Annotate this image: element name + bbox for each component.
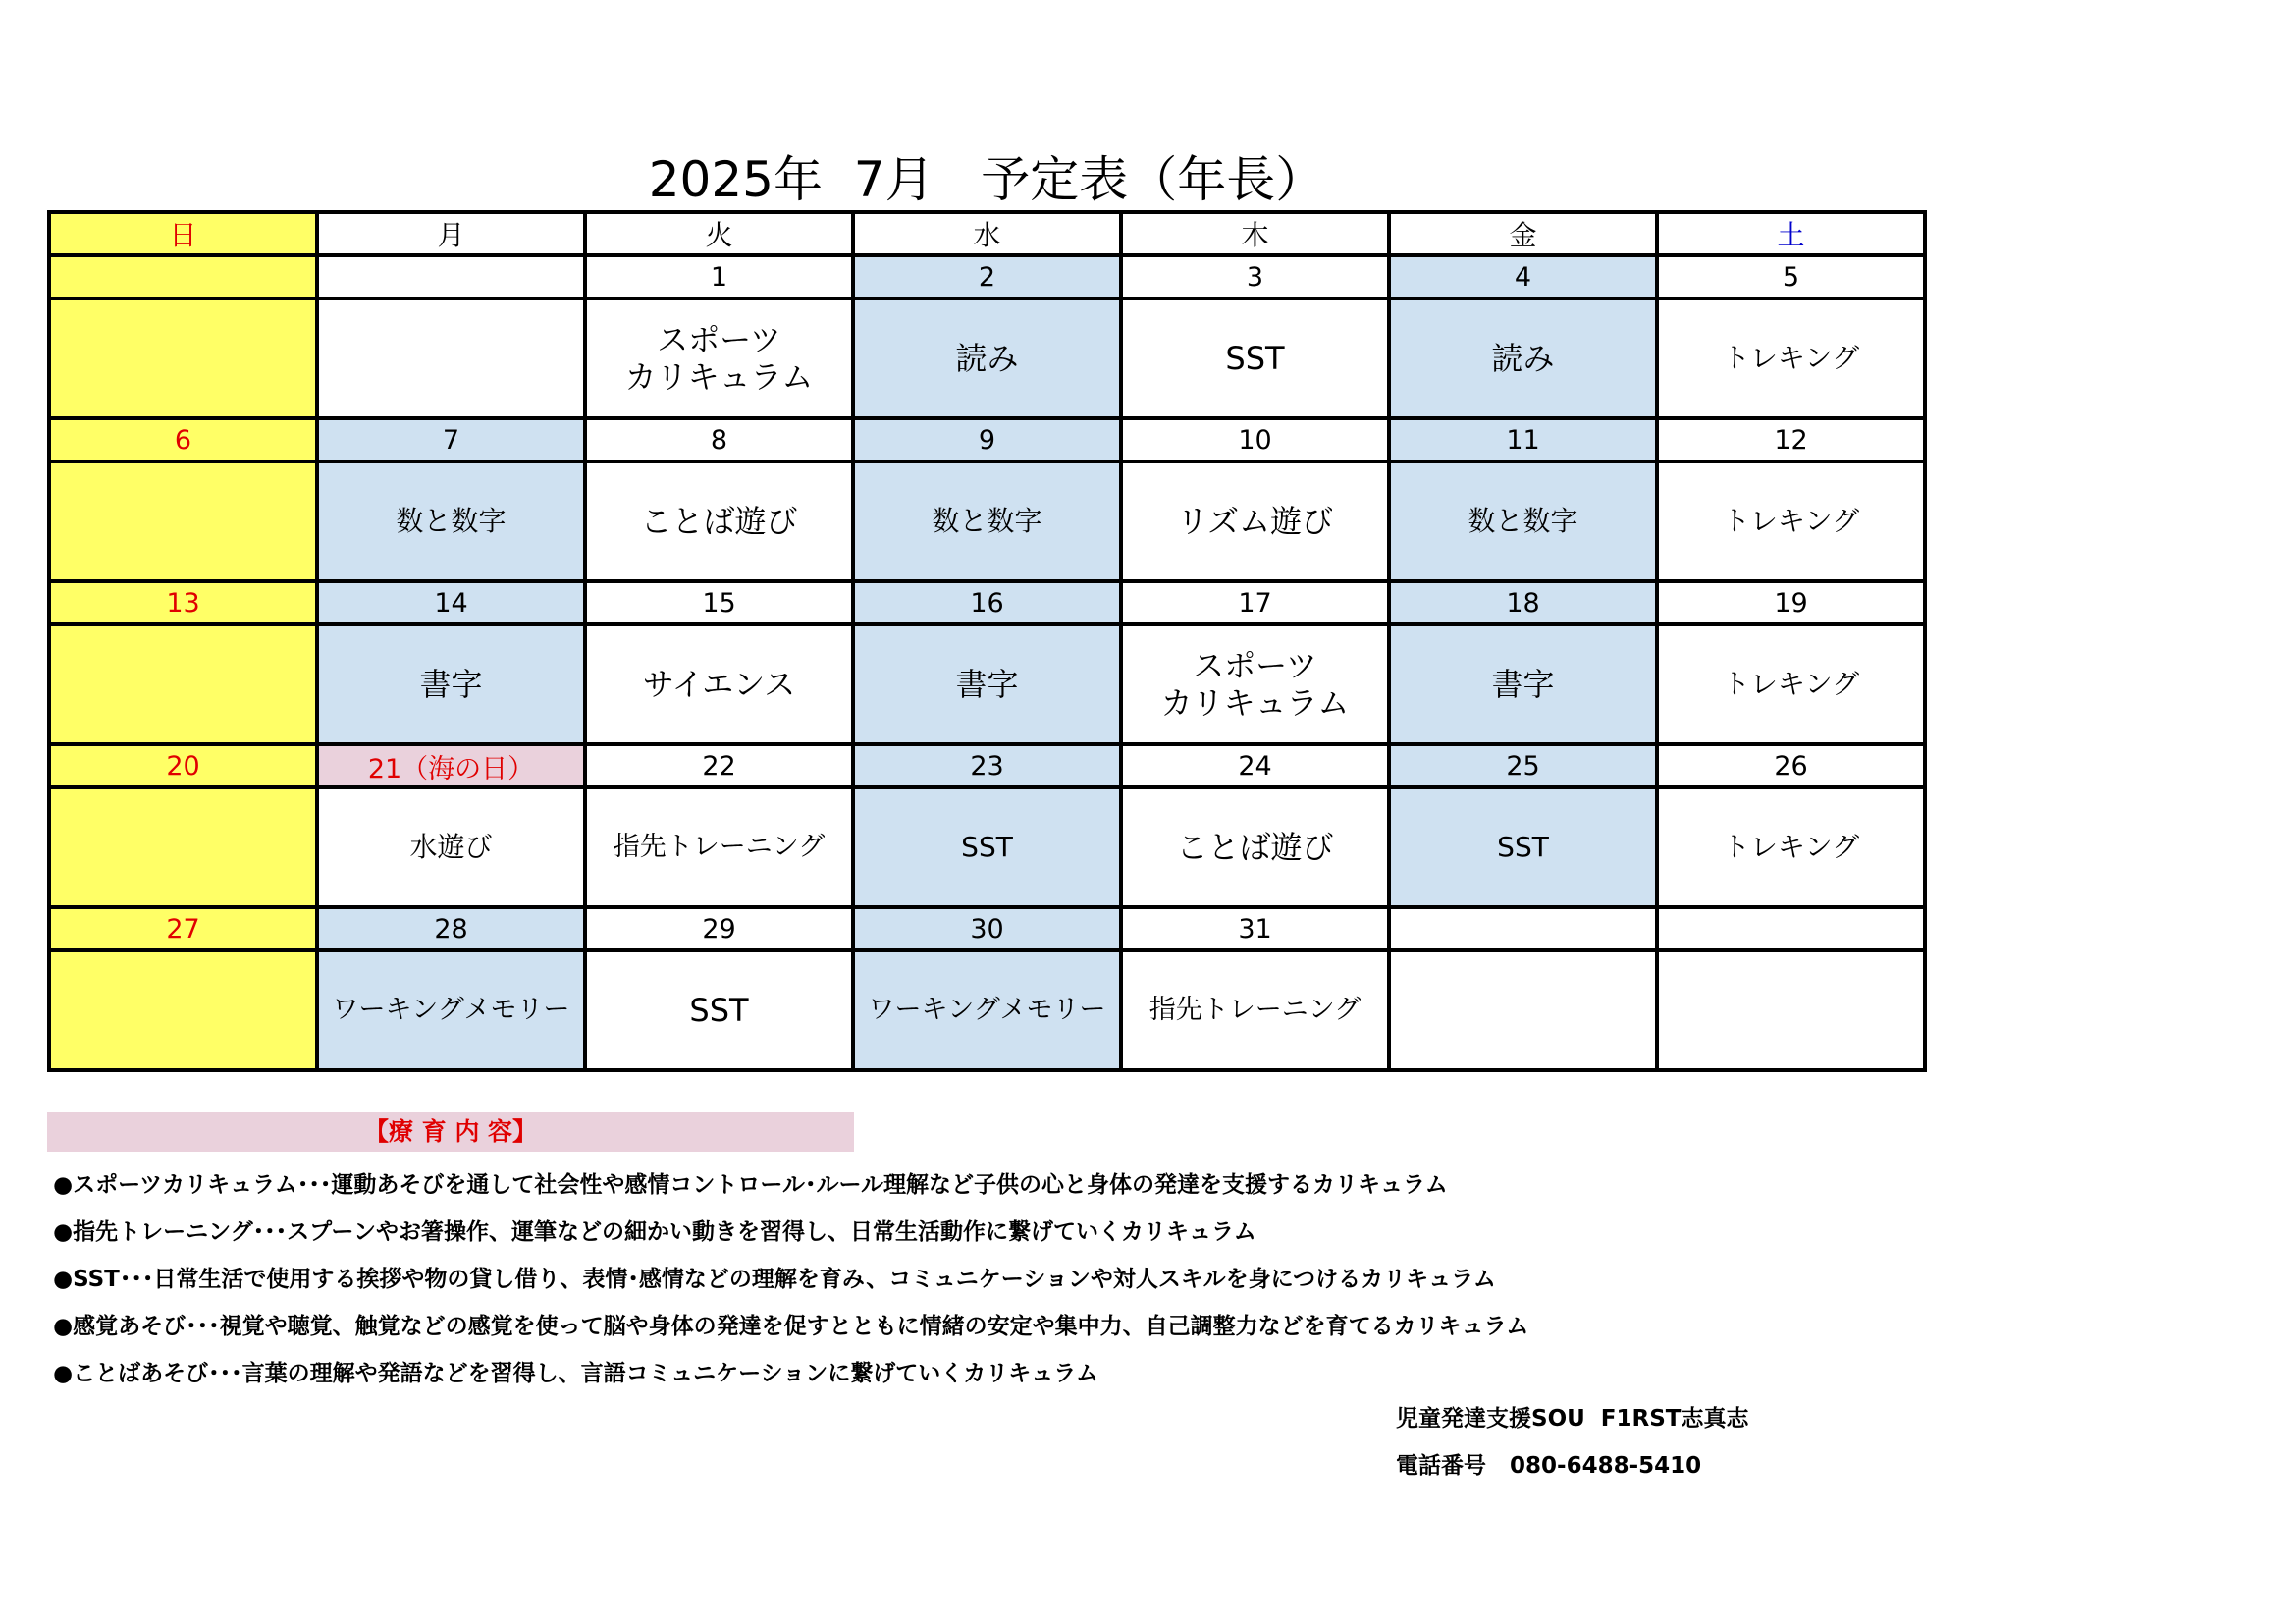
activity-cell: 書字 <box>853 624 1121 744</box>
date-cell <box>317 255 585 298</box>
week-1-dates-row <box>49 255 1925 298</box>
weekday-sat: 土 <box>1657 212 1925 255</box>
page-title: 2025年 7月 予定表（年長） <box>648 151 1325 208</box>
date-cell: 26 <box>1657 744 1925 787</box>
note-item: ●スポーツカリキュラム･･･運動あそびを通して社会性や感情コントロール･ルール理解など子供の心と身体の発達を支援するカリキュラム <box>53 1172 1448 1198</box>
note-item: ●指先トレーニング･･･スプーンやお箸操作、運筆などの細かい動きを習得し、日常生活動作に繋げていくカリキュラム <box>53 1219 1256 1245</box>
date-cell: 14 <box>317 581 585 624</box>
date-cell: 25 <box>1389 744 1657 787</box>
activity-cell: リズム遊び <box>1121 461 1389 581</box>
date-cell: 4 <box>1389 255 1657 298</box>
weekday-header-row <box>49 212 1925 255</box>
week-5-activities-row <box>49 950 1925 1070</box>
date-cell: 29 <box>585 907 853 950</box>
activity-cell <box>49 298 317 418</box>
activity-cell <box>1657 950 1925 1070</box>
activity-cell <box>49 787 317 907</box>
weekday-sun: 日 <box>49 212 317 255</box>
activity-cell: 数と数字 <box>1389 461 1657 581</box>
date-cell: 1 <box>585 255 853 298</box>
weekday-thu: 木 <box>1121 212 1389 255</box>
activity-cell: ワーキングメモリー <box>317 950 585 1070</box>
activity-cell: トレキング <box>1657 624 1925 744</box>
activity-cell: 読み <box>853 298 1121 418</box>
week-4-activities-row <box>49 787 1925 907</box>
date-cell: 10 <box>1121 418 1389 461</box>
week-2-dates-row <box>49 418 1925 461</box>
activity-cell: 指先トレーニング <box>1121 950 1389 1070</box>
activity-cell: SST <box>1121 298 1389 418</box>
date-cell: 20 <box>49 744 317 787</box>
date-cell: 16 <box>853 581 1121 624</box>
activity-cell <box>317 298 585 418</box>
activity-cell: 読み <box>1389 298 1657 418</box>
date-cell <box>1389 907 1657 950</box>
activity-cell: ことば遊び <box>585 461 853 581</box>
date-cell: 18 <box>1389 581 1657 624</box>
weekday-tue: 火 <box>585 212 853 255</box>
holiday-date-cell: 21（海の日） <box>317 744 585 787</box>
date-cell <box>1657 907 1925 950</box>
weekday-mon: 月 <box>317 212 585 255</box>
activity-cell: スポーツ カリキュラム <box>585 298 853 418</box>
date-cell: 3 <box>1121 255 1389 298</box>
note-item: ●SST･･･日常生活で使用する挨拶や物の貸し借り、表情･感情などの理解を育み、コミュニケーションや対人スキルを身につけるカリキュラム <box>53 1267 1496 1292</box>
activity-cell: ことば遊び <box>1121 787 1389 907</box>
note-item: ●感覚あそび･･･視覚や聴覚、触覚などの感覚を使って脳や身体の発達を促すとともに情緒の安定や集中力、自己調整力などを育てるカリキュラム <box>53 1314 1529 1339</box>
date-cell: 24 <box>1121 744 1389 787</box>
weekday-fri: 金 <box>1389 212 1657 255</box>
week-1-activities-row <box>49 298 1925 418</box>
date-cell: 5 <box>1657 255 1925 298</box>
activity-cell: トレキング <box>1657 298 1925 418</box>
date-cell: 2 <box>853 255 1121 298</box>
week-3-dates-row <box>49 581 1925 624</box>
activity-cell: 書字 <box>317 624 585 744</box>
date-cell: 15 <box>585 581 853 624</box>
weekday-wed: 水 <box>853 212 1121 255</box>
date-cell <box>49 255 317 298</box>
activity-cell <box>49 950 317 1070</box>
date-cell: 12 <box>1657 418 1925 461</box>
activity-cell: 数と数字 <box>853 461 1121 581</box>
note-item: ●ことばあそび･･･言葉の理解や発語などを習得し、言語コミュニケーションに繋げていくカリキュラム <box>53 1361 1098 1386</box>
activity-cell <box>1389 950 1657 1070</box>
date-cell: 22 <box>585 744 853 787</box>
week-5-dates-row <box>49 907 1925 950</box>
date-cell: 17 <box>1121 581 1389 624</box>
activity-cell: SST <box>585 950 853 1070</box>
activity-cell: スポーツ カリキュラム <box>1121 624 1389 744</box>
activity-cell: トレキング <box>1657 461 1925 581</box>
date-cell: 8 <box>585 418 853 461</box>
activity-cell: ワーキングメモリー <box>853 950 1121 1070</box>
date-cell: 23 <box>853 744 1121 787</box>
date-cell: 19 <box>1657 581 1925 624</box>
date-cell: 7 <box>317 418 585 461</box>
date-cell: 9 <box>853 418 1121 461</box>
date-cell: 11 <box>1389 418 1657 461</box>
activity-cell: 数と数字 <box>317 461 585 581</box>
week-2-activities-row <box>49 461 1925 581</box>
date-cell: 6 <box>49 418 317 461</box>
activity-cell: サイエンス <box>585 624 853 744</box>
date-cell: 28 <box>317 907 585 950</box>
activity-cell: 指先トレーニング <box>585 787 853 907</box>
week-4-dates-row <box>49 744 1925 787</box>
date-cell: 30 <box>853 907 1121 950</box>
week-3-activities-row <box>49 624 1925 744</box>
activity-cell: SST <box>853 787 1121 907</box>
activity-cell <box>49 624 317 744</box>
activity-cell: 書字 <box>1389 624 1657 744</box>
date-cell: 27 <box>49 907 317 950</box>
date-cell: 31 <box>1121 907 1389 950</box>
activity-cell: トレキング <box>1657 787 1925 907</box>
activity-cell: 水遊び <box>317 787 585 907</box>
activity-cell: SST <box>1389 787 1657 907</box>
notes-heading: 【療 育 内 容】 <box>47 1112 854 1152</box>
phone-number: 電話番号 080-6488-5410 <box>1396 1453 1702 1479</box>
date-cell: 13 <box>49 581 317 624</box>
schedule-calendar <box>47 210 1927 1072</box>
activity-cell <box>49 461 317 581</box>
organization-name: 児童発達支援SOU F1RST志真志 <box>1396 1406 1749 1432</box>
